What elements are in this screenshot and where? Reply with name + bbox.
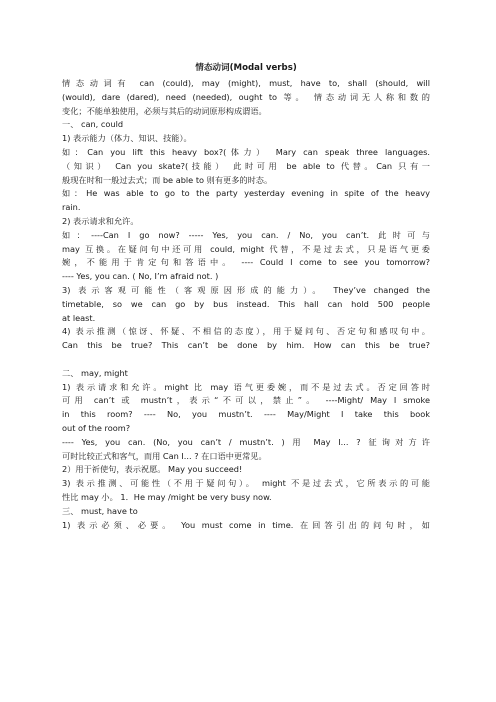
- text-line: may 互换。在疑问句中还可用 could, might 代替，不是过去式，只是语气更委: [62, 243, 430, 254]
- text-line: (would), dare (dared), need (needed), ought to 等。 情态动词无人称和数的: [62, 91, 430, 102]
- document-title: 情态动词(Modal verbs): [195, 63, 297, 73]
- text-line: 4) 表示推测（惊讶、怀疑、不相信的态度），用于疑问句、否定句和感叹句中。: [62, 326, 430, 337]
- text-line: 2）用于祈使句，表示祝愿。 May you succeed!: [62, 464, 243, 475]
- text-line: 婉，不能用于肯定句和答语中。 ---- Could I come to see you tomorrow?: [62, 257, 430, 268]
- text-line: 性比 may 小。 1．He may /might be very busy now.: [62, 491, 272, 502]
- text-line: 1) 表示请求和允许。might 比 may 语气更委婉，而不是过去式。否定回答时: [62, 381, 430, 392]
- document-body: [62, 77, 430, 532]
- text-line: 二、 may, might: [62, 367, 128, 378]
- text-line: Can this be true? This can’t be done by him. How can this be true?: [62, 340, 430, 351]
- text-line: at least.: [62, 312, 96, 323]
- text-line: in this room? ---- No, you mustn’t. ---- May/Might I take this book: [62, 409, 430, 420]
- text-line: 2) 表示请求和允许。: [62, 215, 139, 226]
- text-line: 1) 表示必须、必要。 You must come in time. 在回答引出的问句时，如: [62, 519, 430, 530]
- text-line: rain.: [62, 202, 81, 213]
- text-line: 3) 表示客观可能性（客观原因形成的能力）。 They’ve changed the: [62, 284, 430, 295]
- text-line: 1) 表示能力（体力、知识、技能）。: [62, 133, 192, 144]
- text-line: 三、 must, have to: [62, 505, 138, 516]
- text-line: 如：Can you lift this heavy box?(体力） Mary can speak three languages.: [62, 146, 430, 157]
- text-line: 变化；不能单独使用，必须与其后的动词原形构成谓语。: [62, 105, 267, 116]
- text-line: 3) 表示推测、可能性（不用于疑问句）。 might 不是过去式，它所表示的可能: [62, 478, 430, 489]
- text-line: out of the room?: [62, 422, 131, 433]
- text-line: 般现在时和一般过去式；而 be able to 则有更多的时态。: [62, 174, 273, 185]
- text-line: 可用 can’t 或 mustn’t，表示“不可以，禁止”。 ----Might/ May I smoke: [62, 395, 430, 406]
- text-line: 如：He was able to go to the party yesterday evening in spite of the heavy: [62, 188, 430, 199]
- text-line: ---- Yes, you can. (No, you can’t / mustn’t. ) 用 May I... ? 征询对方许: [62, 436, 430, 447]
- text-line: ---- Yes, you can. ( No, I’m afraid not. ): [62, 271, 219, 282]
- text-line: 如：----Can I go now? ----- Yes, you can. / No, you can’t. 此时可与: [62, 229, 430, 240]
- text-line: 情态动词有 can (could), may (might), must, have to, shall (should, will: [62, 78, 430, 88]
- document-page: [62, 62, 430, 532]
- text-line: 一、 can, could: [62, 119, 124, 130]
- blank-line: [62, 353, 430, 367]
- text-line: （知识） Can you skate?(技能） 此时可用 be able to 代替。Can 只有一: [62, 160, 430, 171]
- text-line: timetable, so we can go by bus instead. This hall can hold 500 people: [62, 298, 430, 309]
- text-line: 可时比较正式和客气，而用 Can I... ? 在口语中更常见。: [62, 450, 267, 461]
